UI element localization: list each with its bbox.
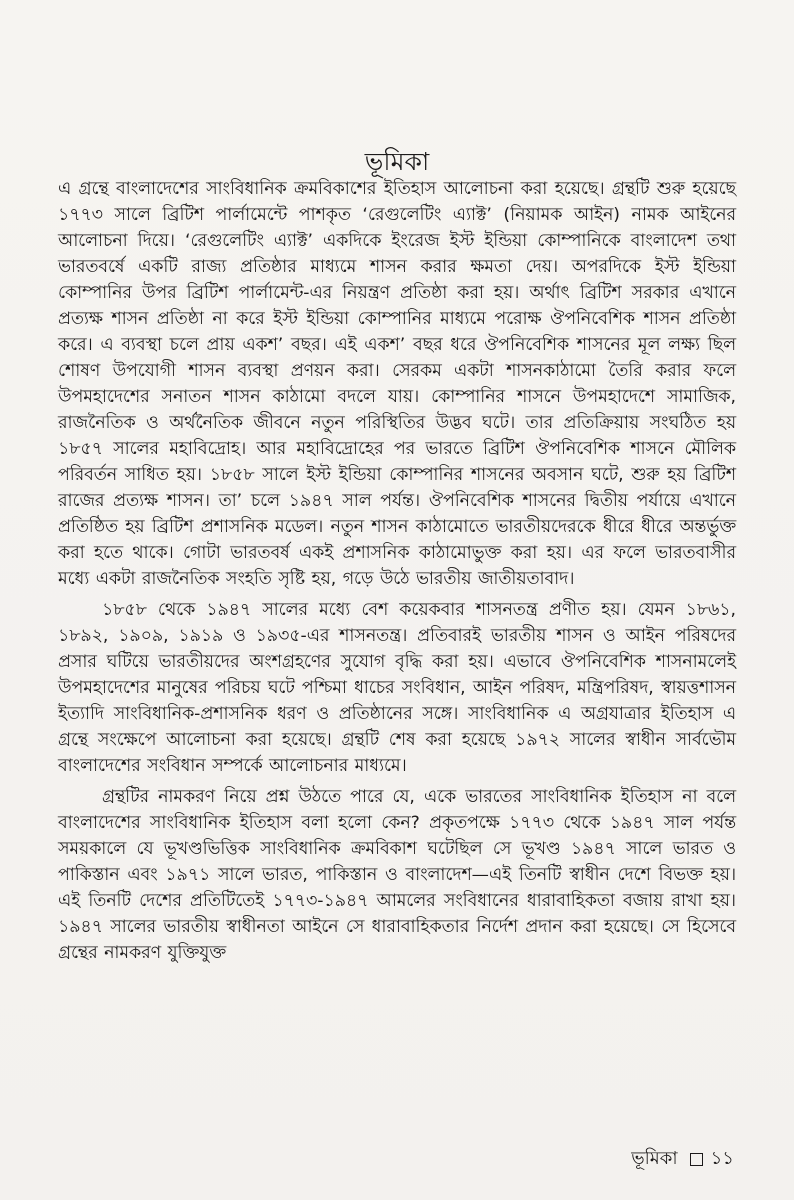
square-icon [690,1153,703,1166]
footer-section-title: ভূমিকা [631,1148,678,1169]
page-number: ১১ [710,1148,734,1169]
paragraph-2: ১৮৫৮ থেকে ১৯৪৭ সালের মধ্যে বেশ কয়েকবার শাসনতন্ত্র প্রণীত হয়। যেমন ১৮৬১, ১৮৯২, ১৯০৯, ১৯১৯ ও ১৯৩৫-এর শাসনতন্ত্র। প্রতিবারই ভারতীয় শাসন ও আইন পরিষদের প্রসার ঘটিয়ে ভারতীয়দের অংশগ্রহণের সুযোগ বৃদ্ধি করা হয়। এভাবে ঔপনিবেশিক শাসনামলেই উপমহাদেশের মানুষের পরিচয় ঘটে পশ্চিমা ধাচের সংবিধান, আইন পরিষদ, মন্ত্রিপরিষদ, স্বায়ত্তশাসন ইত্যাদি সাংবিধানিক-প্রশাসনিক ধরণ ও প্রতিষ্ঠানের সঙ্গে। সাংবিধানিক এ অগ্রযাত্রার ইতিহাস এ গ্রন্থে সংক্ষেপে আলোচনা করা হয়েছে। গ্রন্থটি শেষ করা হয়েছে ১৯৭২ সালের স্বাধীন সার্বভৌম বাংলাদেশের সংবিধান সম্পর্কে আলোচনার মাধ্যমে। [58,600,736,776]
paragraph-1: এ গ্রন্থে বাংলাদেশের সাংবিধানিক ক্রমবিকাশের ইতিহাস আলোচনা করা হয়েছে। গ্রন্থটি শুরু হয়েছে ১৭৭৩ সালে ব্রিটিশ পার্লামেন্টে পাশকৃত ‘রেগুলেটিং এ্যাক্ট’ (নিয়ামক আইন) নামক আইনের আলোচনা দিয়ে। ‘রেগুলেটিং এ্যাক্ট’ একদিকে ইংরেজ ইস্ট ইন্ডিয়া কোম্পানিকে বাংলাদেশ তথা ভারতবর্ষে একটি রাজ্য প্রতিষ্ঠার মাধ্যমে শাসন করার ক্ষমতা দেয়। অপরদিকে ইস্ট ইন্ডিয়া কোম্পানির উপর ব্রিটিশ পার্লামেন্ট-এর নিয়ন্ত্রণ প্রতিষ্ঠা করা হয়। অর্থাৎ ব্রিটিশ সরকার এখানে প্রত্যক্ষ শাসন প্রতিষ্ঠা না করে ইস্ট ইন্ডিয়া কোম্পানির মাধ্যমে পরোক্ষ ঔপনিবেশিক শাসন প্রতিষ্ঠা করে। এ ব্যবস্থা চলে প্রায় একশ’ বছর। এই একশ’ বছর ধরে ঔপনিবেশিক শাসনের মূল লক্ষ্য ছিল শোষণ উপযোগী শাসন ব্যবস্থা প্রণয়ন করা। সেরকম একটা শাসনকাঠামো তৈরি করার ফলে উপমহাদেশের সনাতন শাসন কাঠামো বদলে যায়। কোম্পানির শাসনে উপমহাদেশে সামাজিক, রাজনৈতিক ও অর্থনৈতিক জীবনে নতুন পরিস্থিতির উদ্ভব ঘটে। তার প্রতিক্রিয়ায় সংঘঠিত হয় ১৮৫৭ সালের মহাবিদ্রোহ। আর মহাবিদ্রোহের পর ভারতে ব্রিটিশ ঔপনিবেশিক শাসনে মৌলিক পরিবর্তন সাধিত হয়। ১৮৫৮ সালে ইস্ট ইন্ডিয়া কোম্পানির শাসনের অবসান ঘটে, শুরু হয় ব্রিটিশ রাজের প্রত্যক্ষ শাসন। তা’ চলে ১৯৪৭ সাল পর্যন্ত। ঔপনিবেশিক শাসনের দ্বিতীয় পর্যায়ে এখানে প্রতিষ্ঠিত হয় ব্রিটিশ প্রশাসনিক মডেল। নতুন শাসন কাঠামোতে ভারতীয়দেরকে ধীরে ধীরে অন্তর্ভুক্ত করা হতে থাকে। গোটা ভারতবর্ষ একই প্রশাসনিক কাঠামোভুক্ত করা হয়। এর ফলে ভারতবাসীর মধ্যে একটা রাজনৈতিক সংহতি সৃষ্টি হয়, গড়ে উঠে ভারতীয় জাতীয়তাবাদ। [58,179,736,589]
page-title: ভূমিকা [364,147,430,176]
body-text [58,176,736,971]
page-footer [631,1146,734,1172]
paragraph-3: গ্রন্থটির নামকরণ নিয়ে প্রশ্ন উঠতে পারে যে, একে ভারতের সাংবিধানিক ইতিহাস না বলে বাংলাদেশের সাংবিধানিক ইতিহাস বলা হলো কেন? প্রকৃতপক্ষে ১৭৭৩ থেকে ১৯৪৭ সাল পর্যন্ত সময়কালে যে ভূখণ্ডভিত্তিক সাংবিধানিক ক্রমবিকাশ ঘটেছিল সে ভূখণ্ড ১৯৪৭ সালে ভারত ও পাকিস্তান এবং ১৯৭১ সালে ভারত, পাকিস্তান ও বাংলাদেশ—এই তিনটি স্বাধীন দেশে বিভক্ত হয়। এই তিনটি দেশের প্রতিটিতেই ১৭৭৩-১৯৪৭ আমলের সংবিধানের ধারাবাহিকতা বজায় রাখা হয়। ১৯৪৭ সালের ভারতীয় স্বাধীনতা আইনে সে ধারাবাহিকতার নির্দেশ প্রদান করা হয়েছে। সে হিসেবে গ্রন্থের নামকরণ যুক্তিযুক্ত [58,787,736,963]
